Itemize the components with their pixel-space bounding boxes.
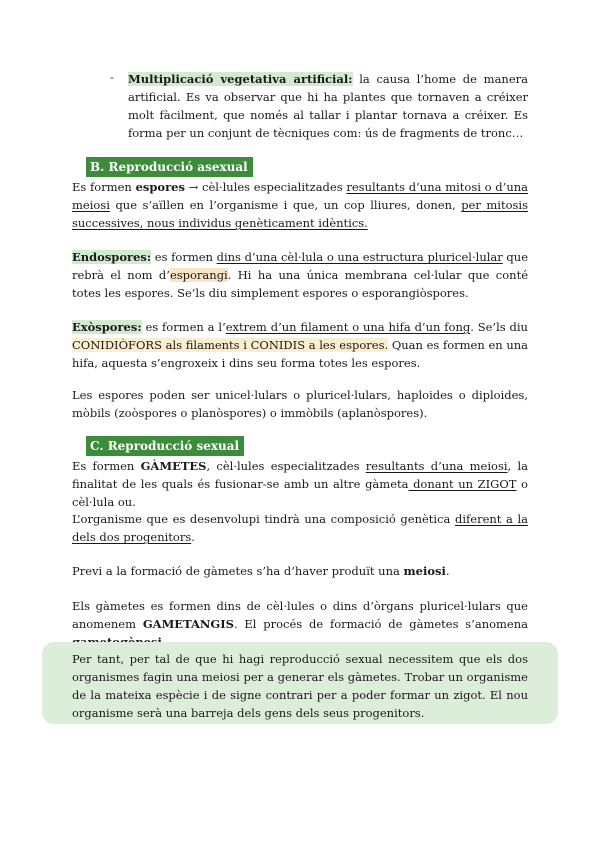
underline-extrem-filament: extrem d’un filament o una hifa d’un fong — [225, 320, 471, 334]
section-heading-sexual: C. Reproducció sexual — [86, 436, 244, 456]
bullet-paragraph — [128, 70, 528, 142]
term-endospores: Endospores: — [72, 250, 152, 264]
asexual-intro-paragraph: Es formen espores → cèl·lules especialitzades resultants d’una mitosi o d’una meiosi que s’aïllen en l’organisme i que, un cop lliures, donen, per mitosis successives, nous individus genèticament idèntics. — [72, 180, 528, 230]
section-heading-asexual: B. Reproducció asexual — [86, 157, 253, 177]
summary-box — [42, 642, 558, 724]
sexual-intro-paragraph: Es formen GÀMETES, cèl·lules especialitzades resultants d’una meiosi, la finalitat de les quals és fusionar-se amb un altre gàmeta donant un ZIGOT o cèl·lula ou. — [72, 459, 528, 509]
genetic-composition-paragraph: L’organisme que es desenvolupi tindrà una composició genètica diferent a la dels dos progenitors. — [72, 512, 528, 544]
bullet-text: la causa l’home de manera artificial. Es va observar que hi ha plantes que tornaven a créixer molt fàcilment, que només al tallar i plantar tornava a créixer. Es forma per un conjunt de tècniques com: ús de fragments de tronc… — [128, 72, 528, 140]
meiosi-paragraph: Previ a la formació de gàmetes s’ha d’haver produït una meiosi. — [72, 564, 450, 578]
bullet-item-artificial-multiplication — [110, 70, 528, 142]
underline-resultants-meiosi: resultants d’una meiosi — [365, 459, 508, 473]
bullet-dash: - — [110, 70, 114, 84]
underline-donant-zigot: donant un ZIGOT — [408, 477, 517, 491]
highlight-esporangi: esporangi — [169, 268, 228, 282]
underline-diferent-progenitors: diferent a la dels dos progenitors — [72, 512, 528, 544]
term-espores: espores — [135, 180, 185, 194]
exospores-paragraph: Exòspores: es formen a l’extrem d’un filament o una hifa d’un fong. Se’ls diu CONIDIÒFORS als filaments i CONIDIS a les espores. Quan es formen en una hifa, aquesta s’engroxeix i dins seu forma totes les espores. — [72, 320, 528, 370]
term-meiosi: meiosi — [403, 564, 446, 578]
term-gametes: GÀMETES — [140, 459, 207, 473]
spore-types-paragraph: Les espores poden ser unicel·lulars o pluricel·lulars, haploides o diploides, mòbils (zoòspores o planòspores) o immòbils (aplanòspores). — [72, 388, 528, 420]
term-exospores: Exòspores: — [72, 320, 142, 334]
summary-text: Per tant, per tal de que hi hagi reproducció sexual necessitem que els dos organismes fagin una meiosi per a generar els gàmetes. Trobar un organisme de la mateixa espècie i de signe contrari per a poder formar un zigot. El nou organisme serà una barreja dels gens dels seus progenitors. — [72, 652, 528, 720]
endospores-paragraph: Endospores: es formen dins d’una cèl·lula o una estructura pluricel·lular que rebrà el nom d’esporangi. Hi ha una única membrana cel·lular que conté totes les espores. Se’ls diu simplement espores o esporangiòspores. — [72, 250, 528, 300]
highlight-conidiofors: CONIDIÒFORS als filaments i CONIDIS a les espores. — [72, 338, 389, 352]
underline-dins-cellula: dins d’una cèl·lula o una estructura pluricel·lular — [216, 250, 503, 264]
bullet-term: Multiplicació vegetativa artificial: — [128, 72, 353, 86]
underline-nous-individus: per mitosis successives, nous individus genèticament idèntics. — [72, 198, 528, 230]
term-gametangis: GAMETANGIS — [142, 617, 234, 631]
underline-mitosi-meiosi: resultants d’una mitosi o d’una meiosi — [72, 180, 528, 212]
gametangis-paragraph: Els gàmetes es formen dins de cèl·lules o dins d’òrgans pluricel·lulars que anomenem GAMETANGIS. El procés de formació de gàmetes s’anomena — [72, 597, 528, 651]
